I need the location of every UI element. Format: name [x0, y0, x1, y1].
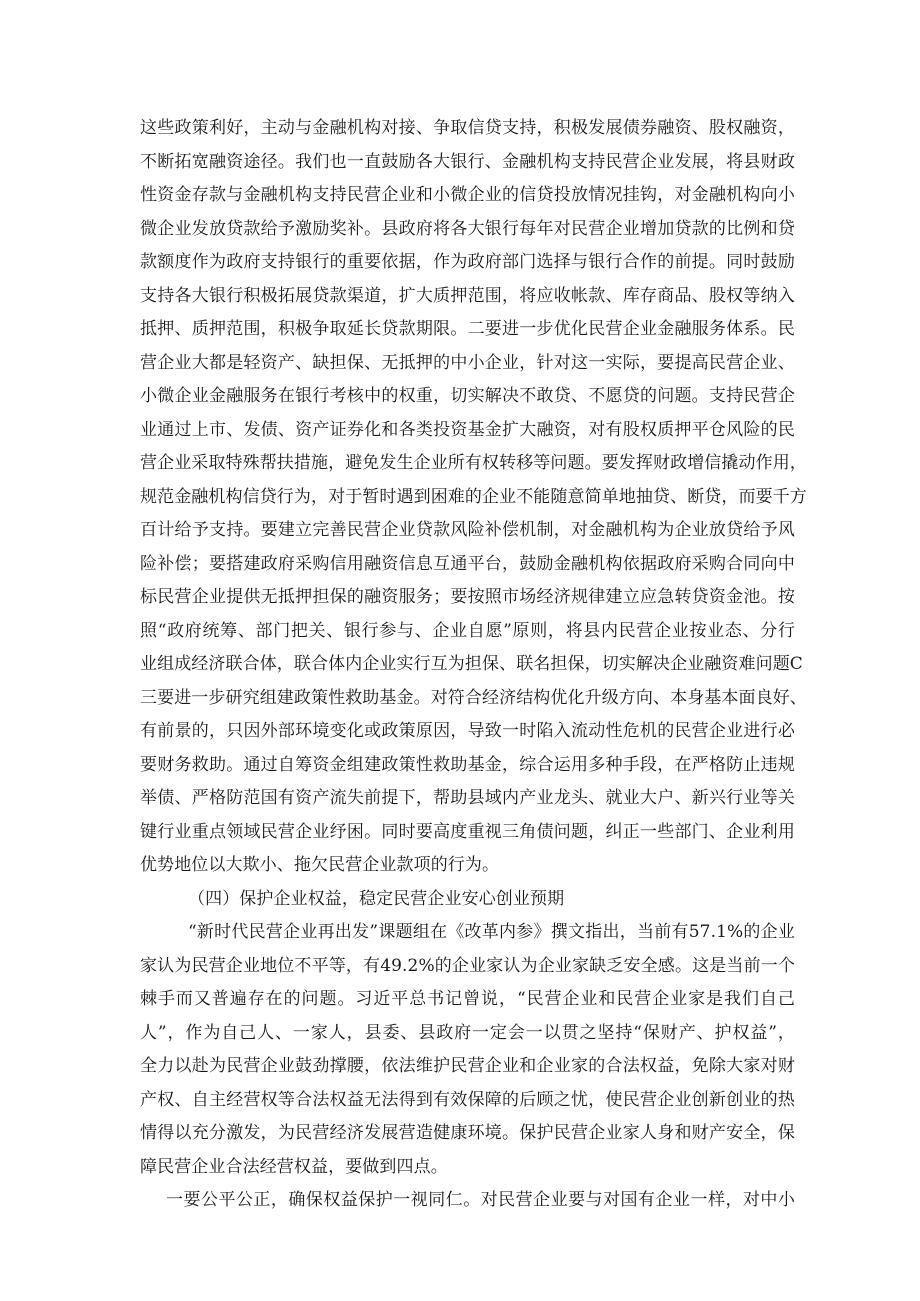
text-line: 规范金融机构信贷行为，对于暂时遇到困难的企业不能随意简单地抽贷、断贷，而要千方 — [140, 486, 807, 507]
text-line: 人”，作为自己人、一家人，县委、县政府一定会一以贯之坚持“保财产、护权益”， — [140, 1022, 795, 1043]
text-line: 三要进一步研究组建政策性救助基金。对符合经济结构优化升级方向、本身基本面良好、 — [140, 687, 807, 708]
document-body — [140, 112, 807, 1218]
text-line: 营企业大都是轻资产、缺担保、无抵押的中小企业，针对这一实际，要提高民营企业、 — [140, 352, 795, 373]
text-line: 不断拓宽融资途径。我们也一直鼓励各大银行、金融机构支持民营企业发展，将县财政 — [140, 151, 795, 172]
text-line: 业通过上市、发债、资产证券化和各类投资基金扩大融资，对有股权质押平仓风险的民 — [140, 419, 795, 440]
text-line: 情得以充分激发，为民营经济发展营造健康环境。保护民营企业家人身和财产安全，保 — [140, 1123, 795, 1143]
text-line: 要财务救助。通过自筹资金组建政策性救助基金，综合运用多种手段，在严格防止违规 — [140, 754, 795, 775]
text-line: 险补偿；要搭建政府采购信用融资信息互通平台，鼓励金融机构依据政府采购合同向中 — [140, 553, 795, 574]
text-line: 营企业采取特殊帮扶措施，避免发生企业所有权转移等问题。要发挥财政增信撬动作用， — [140, 453, 807, 473]
text-line: 小微企业金融服务在银行考核中的权重，切实解决不敢贷、不愿贷的问题。支持民营企 — [140, 386, 795, 406]
text-line: 性资金存款与金融机构支持民营企业和小微企业的信贷投放情况挂钩，对金融机构向小 — [140, 185, 795, 205]
section-heading: （四）保护企业权益，稳定民营企业安心创业预期 — [188, 888, 565, 909]
text-line: 标民营企业提供无抵押担保的融资服务；要按照市场经济规律建立应急转贷资金池。按 — [140, 587, 795, 607]
text-line: 有前景的，只因外部环境变化或政策原因，导致一时陷入流动性危机的民营企业进行必 — [140, 721, 795, 741]
text-line: 款额度作为政府支持银行的重要依据，作为政府部门选择与银行合作的前提。同时鼓励 — [140, 252, 795, 272]
text-line: 照“政府统筹、部门把关、银行参与、企业自愿”原则，将县内民营企业按业态、分行 — [140, 620, 795, 641]
text-line: 优势地位以大欺小、拖欠民营企业款项的行为。 — [140, 855, 500, 875]
text-line: 全力以赴为民营企业鼓劲撑腰，依法维护民营企业和企业家的合法权益，免除大家对财 — [140, 1056, 795, 1076]
text-line: 支持各大银行积极拓展贷款渠道，扩大质押范围，将应收帐款、库存商品、股权等纳入 — [140, 285, 795, 306]
text-line: 举债、严格防范国有资产流失前提下，帮助县域内产业龙头、就业大户、新兴行业等关 — [140, 788, 795, 808]
text-line: 抵押、质押范围，积极争取延长贷款期限。二要进一步优化民营企业金融服务体系。民 — [140, 319, 795, 339]
text-line: “新时代民营企业再出发”课题组在《改革内参》撰文指出，当前有57.1%的企业 — [188, 922, 795, 942]
text-line: 业组成经济联合体，联合体内企业实行互为担保、联名担保，切实解决企业融资难问题C — [140, 654, 803, 674]
text-line: 产权、自主经营权等合法权益无法得到有效保障的后顾之忧，使民营企业创新创业的热 — [140, 1089, 795, 1110]
text-line: 微企业发放贷款给予激励奖补。县政府将各大银行每年对民营企业增加贷款的比例和贷 — [140, 218, 795, 239]
text-line: 这些政策利好，主动与金融机构对接、争取信贷支持，积极发展债券融资、股权融资， — [140, 118, 795, 138]
text-line: 键行业重点领域民营企业纾困。同时要高度重视三角债问题，纠正一些部门、企业利用 — [140, 821, 795, 842]
text-line: 家认为民营企业地位不平等，有49.2%的企业家认为企业家缺乏安全感。这是当前一个 — [140, 955, 795, 976]
text-line: 棘手而又普遍存在的问题。习近平总书记曾说，“民营企业和民营企业家是我们自己 — [140, 989, 795, 1009]
text-line: 一要公平公正，确保权益保护一视同仁。对民营企业要与对国有企业一样，对中小 — [166, 1190, 795, 1210]
text-line: 百计给予支持。要建立完善民营企业贷款风险补偿机制，对金融机构为企业放贷给予风 — [140, 520, 795, 540]
text-line: 障民营企业合法经营权益，要做到四点。 — [140, 1156, 448, 1177]
